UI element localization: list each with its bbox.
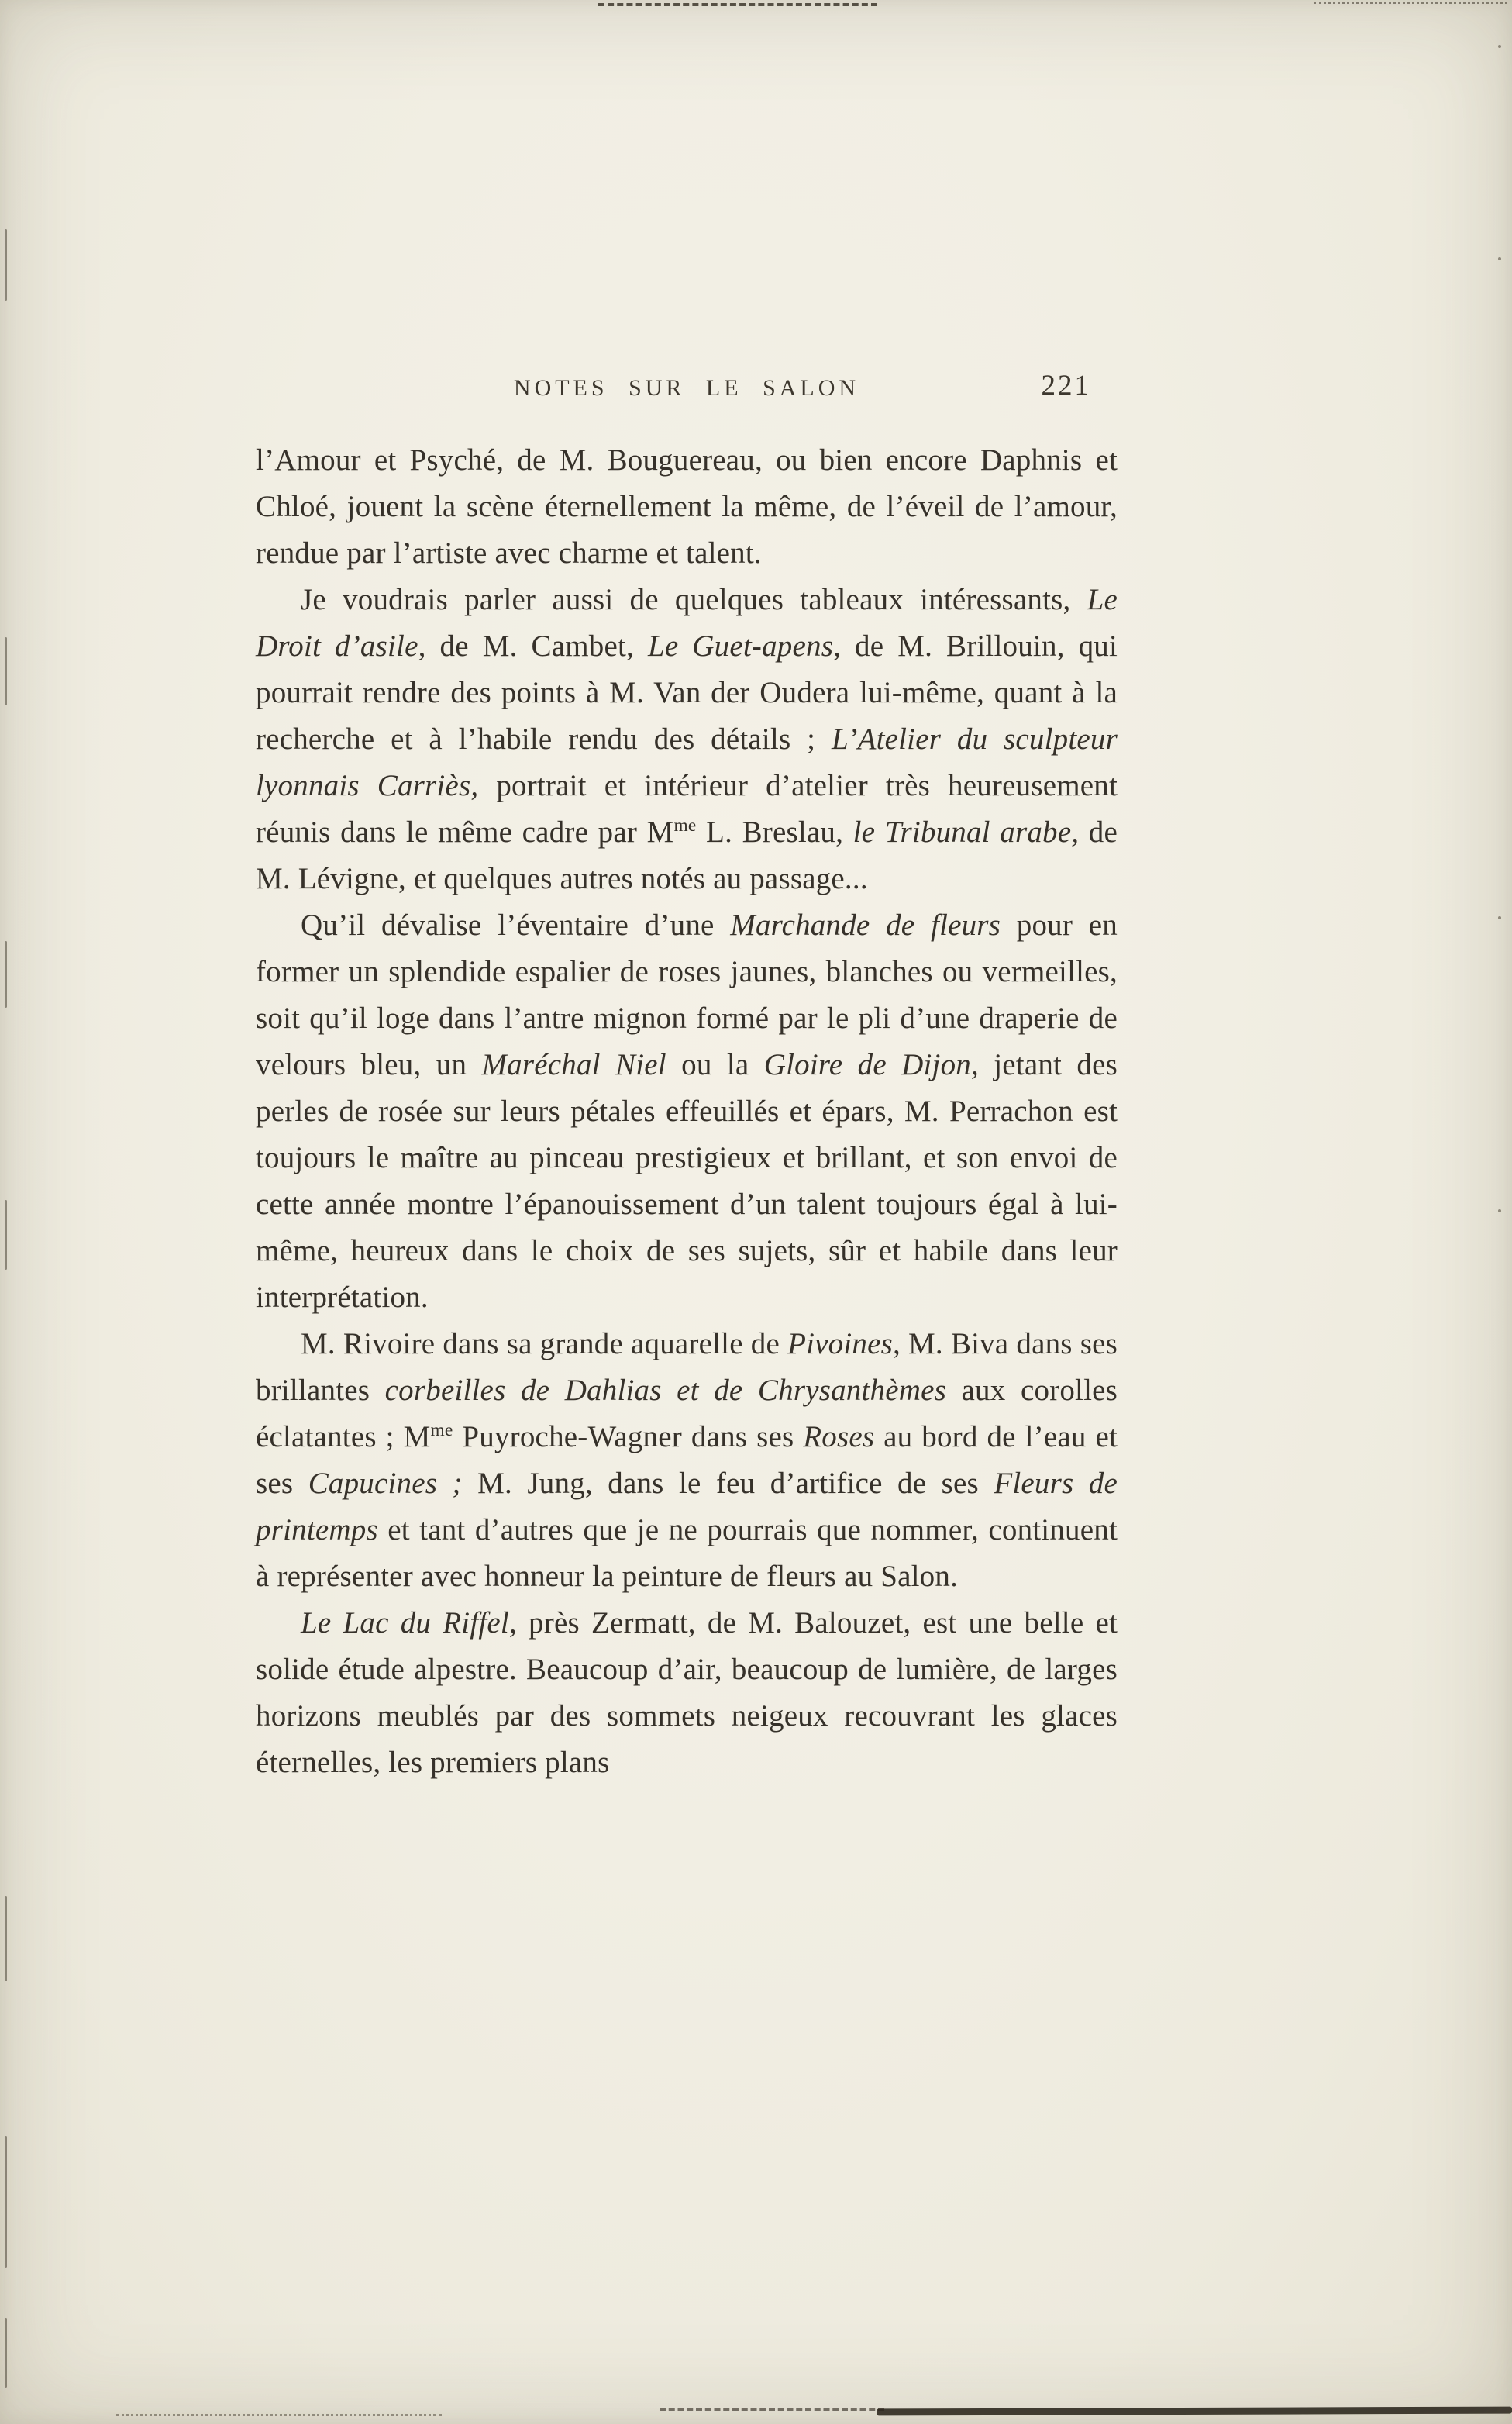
text-block (256, 437, 1118, 1786)
text-run: Puyroche-Wagner dans ses (453, 1420, 804, 1453)
scan-artifact-left-tick (5, 2318, 7, 2388)
artwork-title: Le Droit d’asile, (256, 583, 1118, 663)
scan-artifact-speck (1498, 257, 1501, 260)
paragraph (256, 1600, 1118, 1786)
scan-artifact-bottom-band (877, 2407, 1512, 2416)
text-run: de M. Lévigne, et quelques autres notés au passage... (256, 815, 1118, 895)
text-run: M. Jung, dans le feu d’artifice de ses (462, 1467, 994, 1500)
artwork-title: Fleurs de printemps (256, 1467, 1118, 1546)
text-run: L. Breslau, (696, 815, 853, 849)
text-run: pour en former un splendide espalier de roses jaunes, blanches ou vermeilles, soit qu’il loge dans l’antre mignon formé par le pli d’une draperie de velours bleu, un (256, 909, 1118, 1081)
scan-artifact-bottom-specks (116, 2414, 442, 2416)
text-run: et tant d’autres que je ne pourrais que nommer, continuent à représenter avec honneur la peinture de fleurs au Salon. (256, 1513, 1118, 1593)
artwork-title: Pivoines, (787, 1327, 901, 1360)
page-content (256, 369, 1118, 1786)
superscript: me (673, 815, 697, 836)
scan-artifact-top-right (1314, 2, 1507, 4)
artwork-title: Maréchal Niel (481, 1048, 666, 1081)
text-run: près Zermatt, de M. Balouzet, est une belle et solide étude alpestre. Beaucoup d’air, beaucoup de lumière, de larges horizons meublés par des sommets neigeux recouvrant les glaces éternelles, les premiers plans (256, 1606, 1118, 1779)
text-run: de M. Cambet, (425, 629, 648, 663)
text-run: Qu’il dévalise l’éventaire d’une (301, 909, 731, 942)
scan-artifact-left-tick (5, 229, 7, 301)
scan-artifact-left-tick (5, 637, 7, 705)
scan-artifact-left-tick (5, 1896, 7, 1981)
scan-artifact-bottom-dash (660, 2408, 884, 2411)
scan-artifact-left-tick (5, 941, 7, 1008)
artwork-title: Roses (803, 1420, 875, 1453)
artwork-title: le Tribunal arabe, (852, 815, 1080, 849)
artwork-title: Le Lac du Riffel, (301, 1606, 517, 1640)
page-number: 221 (1041, 370, 1091, 402)
text-run: l’Amour et Psyché, de M. Bouguereau, ou bien encore Daphnis et Chloé, jouent la scène éternellement la même, de l’éveil de l’amour, rendue par l’artiste avec charme et talent. (256, 443, 1118, 570)
scan-artifact-speck (1498, 916, 1501, 919)
scan-artifact-speck (1498, 1209, 1501, 1212)
text-run: jetant des perles de rosée sur leurs pétales effeuillés et épars, M. Perrachon est toujours le maître au pinceau prestigieux et brillant, et son envoi de cette année montre l’épanouissement d’un talent toujours égal à lui-même, heureux dans le choix de ses sujets, sûr et habile dans leur interprétation. (256, 1048, 1118, 1314)
superscript: me (430, 1420, 453, 1440)
text-run: ou la (666, 1048, 764, 1081)
scan-artifact-left-tick (5, 1200, 7, 1270)
scan-artifact-left-tick (5, 2136, 7, 2268)
text-run: portrait et intérieur d’atelier très heureusement réunis dans le même cadre par M (256, 769, 1118, 849)
paragraph (256, 577, 1118, 902)
artwork-title: Gloire de Dijon, (763, 1048, 979, 1081)
text-run: M. Biva dans ses brillantes (256, 1327, 1118, 1407)
text-run: de M. Brillouin, qui pourrait rendre des points à M. Van der Oudera lui-même, quant à la recherche et à l’habile rendu des détails ; (256, 629, 1118, 756)
artwork-title: L’Atelier du sculpteur lyonnais Carriès, (256, 722, 1118, 802)
paragraph (256, 902, 1118, 1321)
artwork-title: Le Guet-apens, (647, 629, 842, 663)
artwork-title: Capucines ; (308, 1467, 463, 1500)
text-run: aux corolles éclatantes ; M (256, 1374, 1118, 1453)
text-run: M. Rivoire dans sa grande aquarelle de (301, 1327, 788, 1360)
text-run: au bord de l’eau et ses (256, 1420, 1118, 1500)
page-header (256, 369, 1118, 409)
text-run: Je voudrais parler aussi de quelques tableaux intéressants, (301, 583, 1087, 616)
scan-artifact-top-dash (598, 3, 877, 6)
artwork-title: corbeilles de Dahlias et de Chrysanthèmes (384, 1374, 946, 1407)
paragraph (256, 437, 1118, 577)
running-head-title: NOTES SUR LE SALON (513, 375, 860, 401)
scan-artifact-speck (1498, 45, 1501, 48)
paragraph (256, 1321, 1118, 1600)
artwork-title: Marchande de fleurs (730, 909, 1001, 942)
